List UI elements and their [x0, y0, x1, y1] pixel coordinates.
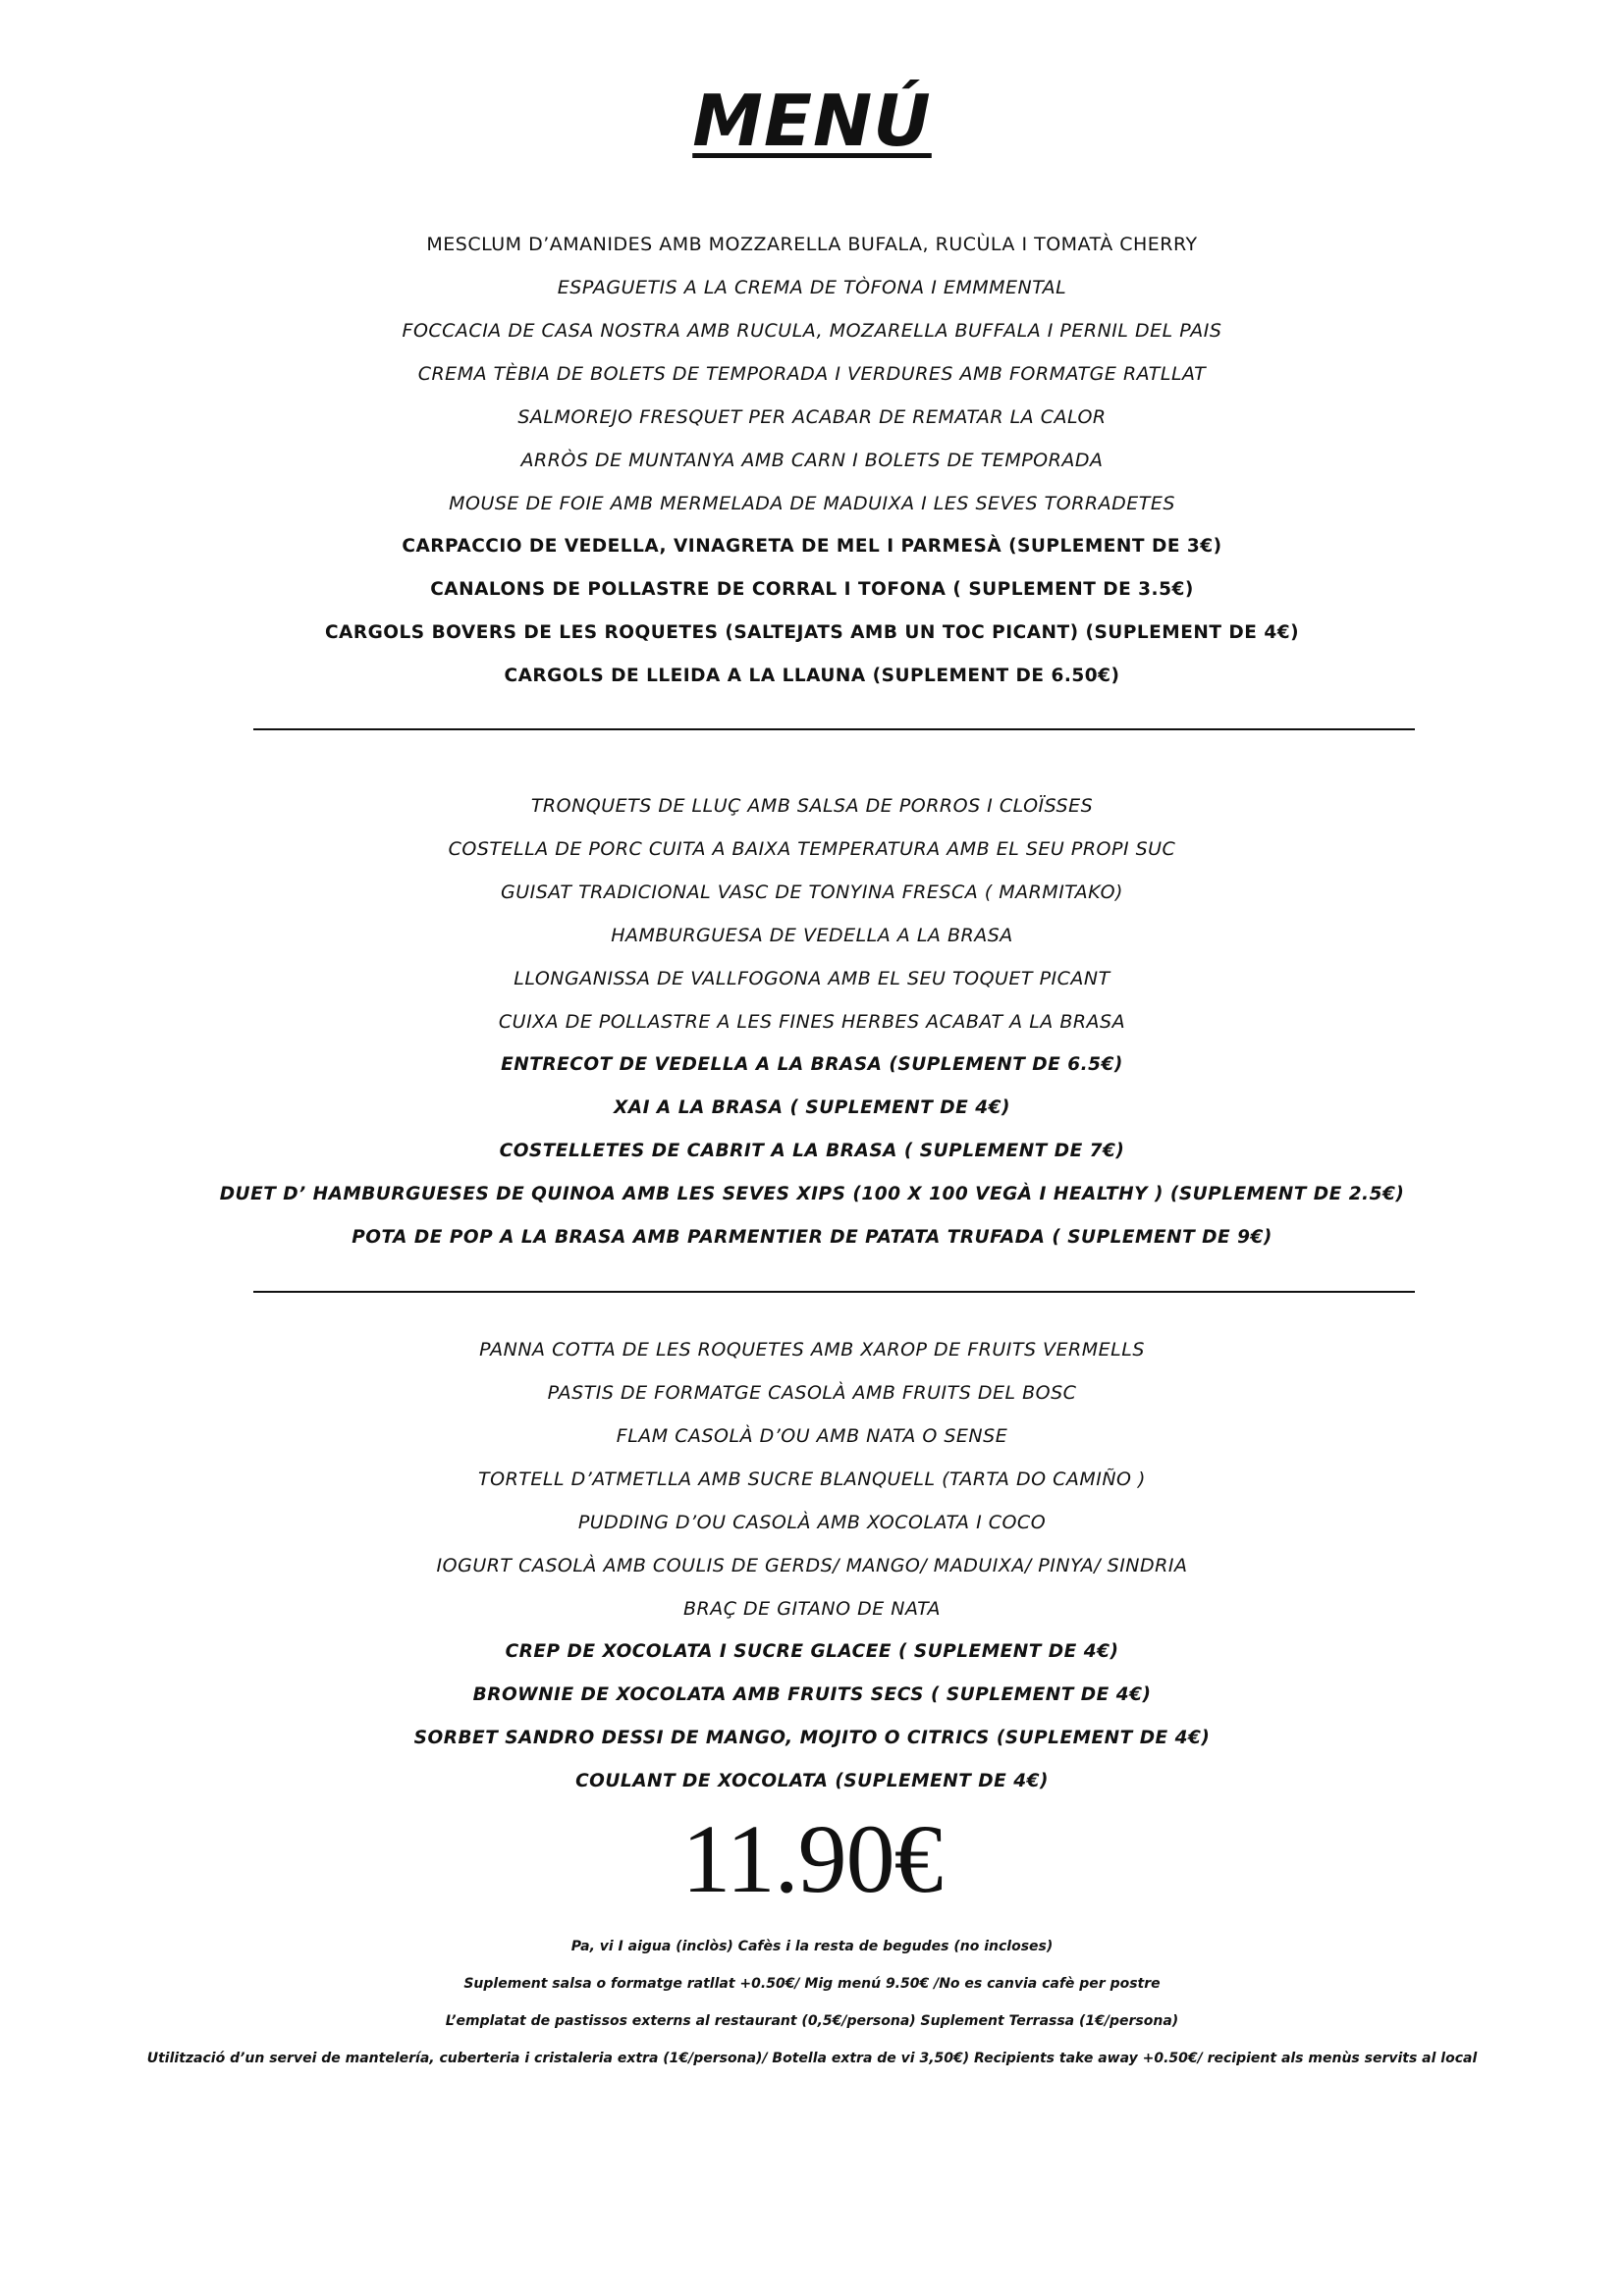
main-course-item: GUISAT TRADICIONAL VASC DE TONYINA FRESCA ( MARMITAKO)	[501, 881, 1123, 903]
dessert-item: BROWNIE DE XOCOLATA AMB FRUITS SECS ( SUPLEMENT DE 4€)	[472, 1684, 1152, 1705]
desserts-section	[0, 1328, 1624, 1803]
starter-item: ARRÒS DE MUNTANYA AMB CARN I BOLETS DE TEMPORADA	[520, 450, 1104, 471]
starters-section	[0, 223, 1624, 698]
starter-item: CARPACCIO DE VEDELLA, VINAGRETA DE MEL I PARMESÀ (SUPLEMENT DE 3€)	[402, 536, 1222, 557]
dessert-item: COULANT DE XOCOLATA (SUPLEMENT DE 4€)	[575, 1771, 1049, 1791]
menu-note: L’emplatat de pastissos externs al restaurant (0,5€/persona) Suplement Terrassa (1€/persona)	[445, 2013, 1179, 2029]
menu-note: Suplement salsa o formatge ratllat +0.50€/ Mig menú 9.50€ /No es canvia cafè per postre	[463, 1976, 1161, 1992]
main-course-item: XAI A LA BRASA ( SUPLEMENT DE 4€)	[614, 1097, 1010, 1118]
starter-item: MESCLUM D’AMANIDES AMB MOZZARELLA BUFALA, RUCÙLA I TOMATÀ CHERRY	[426, 234, 1198, 255]
menu-note: Utilització d’un servei de mantelería, cuberteria i cristaleria extra (1€/persona)/ Botella extra de vi 3,50€) Recipients take away +0.50€/ recipient als menùs servits al local	[146, 2051, 1478, 2066]
section-divider	[253, 728, 1415, 730]
main-course-item: CUIXA DE POLLASTRE A LES FINES HERBES ACABAT A LA BRASA	[498, 1011, 1126, 1033]
starter-item: MOUSE DE FOIE AMB MERMELADA DE MADUIXA I LES SEVES TORRADETES	[449, 493, 1175, 514]
main-course-item: HAMBURGUESA DE VEDELLA A LA BRASA	[611, 925, 1013, 946]
dessert-item: FLAM CASOLÀ D’OU AMB NATA O SENSE	[616, 1425, 1008, 1447]
main-course-item: DUET D’ HAMBURGUESES DE QUINOA AMB LES SEVES XIPS (100 X 100 VEGÀ I HEALTHY ) (SUPLEMENT DE 2.5€)	[219, 1184, 1405, 1204]
section-divider	[253, 1291, 1415, 1293]
dessert-item: CREP DE XOCOLATA I SUCRE GLACEE ( SUPLEMENT DE 4€)	[505, 1641, 1119, 1662]
main-course-item: LLONGANISSA DE VALLFOGONA AMB EL SEU TOQUET PICANT	[514, 968, 1110, 989]
dessert-item: IOGURT CASOLÀ AMB COULIS DE GERDS/ MANGO/ MADUIXA/ PINYA/ SINDRIA	[436, 1555, 1188, 1576]
mains-section	[0, 784, 1624, 1259]
dessert-item: TORTELL D’ATMETLLA AMB SUCRE BLANQUELL (TARTA DO CAMIÑO )	[478, 1468, 1146, 1490]
starter-item: CARGOLS DE LLEIDA A LA LLAUNA (SUPLEMENT DE 6.50€)	[504, 666, 1120, 686]
starter-item: CARGOLS BOVERS DE LES ROQUETES (SALTEJATS AMB UN TOC PICANT) (SUPLEMENT DE 4€)	[324, 622, 1300, 643]
menu-notes	[0, 1928, 1624, 2077]
main-course-item: ENTRECOT DE VEDELLA A LA BRASA (SUPLEMENT DE 6.5€)	[501, 1054, 1123, 1075]
starter-item: CANALONS DE POLLASTRE DE CORRAL I TOFONA ( SUPLEMENT DE 3.5€)	[430, 579, 1194, 600]
menu-title: MENÚ	[692, 80, 932, 162]
dessert-item: PASTIS DE FORMATGE CASOLÀ AMB FRUITS DEL BOSC	[547, 1382, 1077, 1404]
starter-item: CREMA TÈBIA DE BOLETS DE TEMPORADA I VERDURES AMB FORMATGE RATLLAT	[417, 363, 1207, 385]
dessert-item: PUDDING D’OU CASOLÀ AMB XOCOLATA I COCO	[577, 1512, 1047, 1533]
starter-item: ESPAGUETIS A LA CREMA DE TÒFONA I EMMMENTAL	[557, 277, 1067, 298]
menu-price: 11.90€	[681, 1804, 943, 1913]
dessert-item: BRAÇ DE GITANO DE NATA	[683, 1598, 941, 1620]
starter-item: FOCCACIA DE CASA NOSTRA AMB RUCULA, MOZARELLA BUFFALA I PERNIL DEL PAIS	[402, 320, 1222, 342]
main-course-item: POTA DE POP A LA BRASA AMB PARMENTIER DE PATATA TRUFADA ( SUPLEMENT DE 9€)	[352, 1227, 1272, 1248]
dessert-item: PANNA COTTA DE LES ROQUETES AMB XAROP DE FRUITS VERMELLS	[479, 1339, 1145, 1361]
menu-note: Pa, vi I aigua (inclòs) Cafès i la resta de begudes (no incloses)	[570, 1939, 1054, 1954]
dessert-item: SORBET SANDRO DESSI DE MANGO, MOJITO O CITRICS (SUPLEMENT DE 4€)	[413, 1728, 1211, 1748]
main-course-item: TRONQUETS DE LLUÇ AMB SALSA DE PORROS I CLOÏSSES	[530, 795, 1094, 817]
starter-item: SALMOREJO FRESQUET PER ACABAR DE REMATAR LA CALOR	[517, 406, 1107, 428]
main-course-item: COSTELLETES DE CABRIT A LA BRASA ( SUPLEMENT DE 7€)	[499, 1141, 1125, 1161]
main-course-item: COSTELLA DE PORC CUITA A BAIXA TEMPERATURA AMB EL SEU PROPI SUC	[448, 838, 1176, 860]
